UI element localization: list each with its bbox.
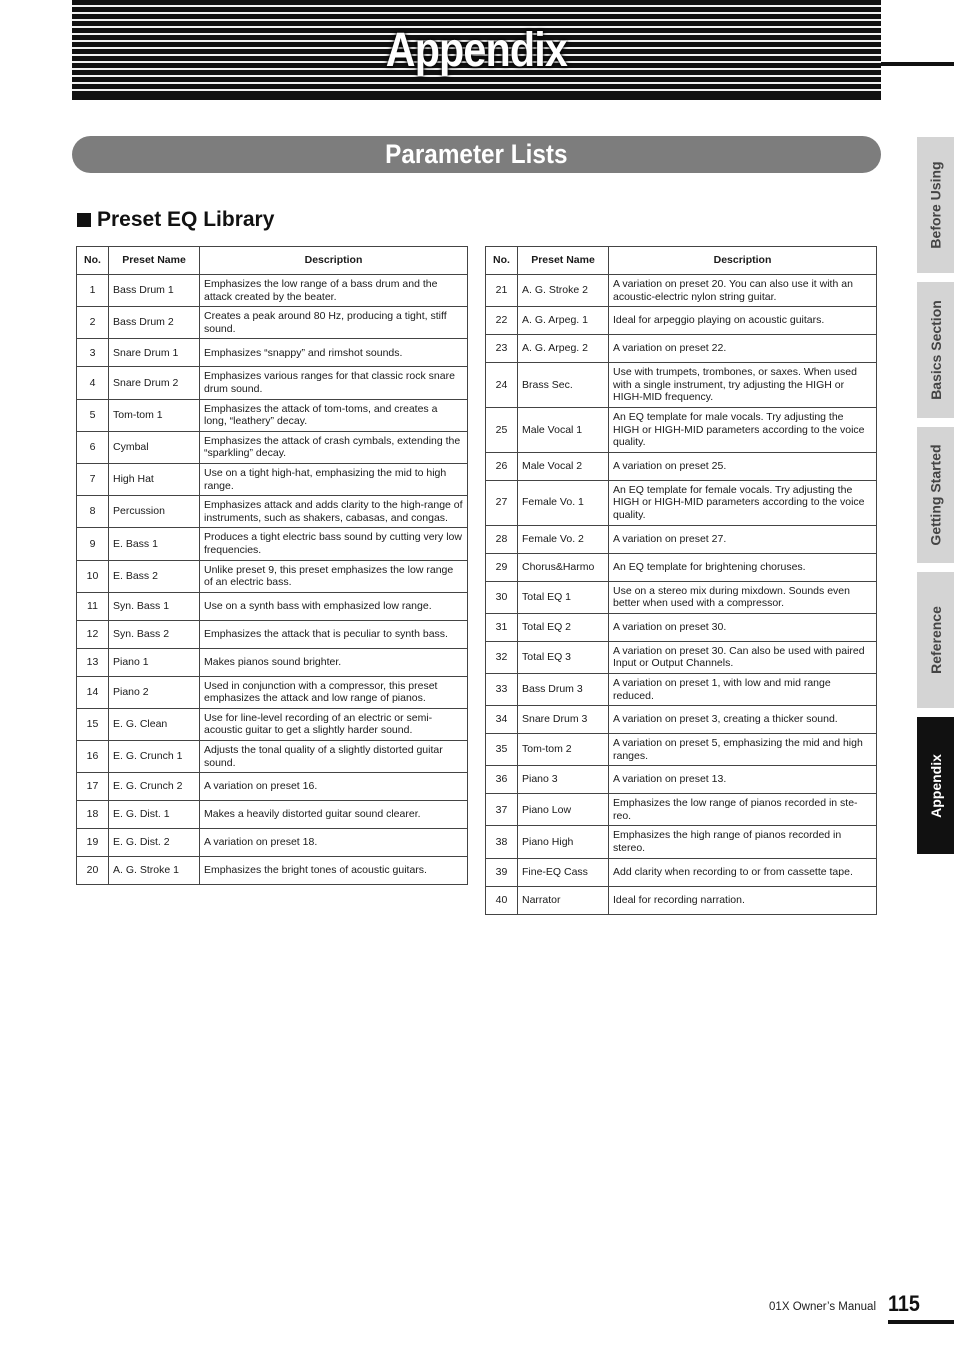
cell-no: 19 [77, 829, 109, 857]
side-tab-appendix[interactable] [917, 717, 954, 854]
cell-description: A variation on preset 3, creating a thicker sound. [609, 706, 877, 734]
cell-description: A variation on preset 5, emphasizing the mid and high ranges. [609, 734, 877, 766]
cell-name: E. Bass 2 [109, 560, 200, 592]
table-row [77, 339, 468, 367]
cell-no: 15 [77, 708, 109, 740]
cell-name: Female Vo. 1 [518, 480, 609, 525]
cell-no: 13 [77, 648, 109, 676]
cell-no: 27 [486, 480, 518, 525]
table-row [77, 801, 468, 829]
cell-description: Use for line-level recording of an electric or semi-acoustic guitar to get a slightly harder sound. [200, 708, 468, 740]
table-row [77, 399, 468, 431]
table-row [77, 857, 468, 885]
table-row [486, 553, 877, 581]
table-row [77, 431, 468, 463]
cell-description: Emphasizes various ranges for that classic rock snare drum sound. [200, 367, 468, 399]
cell-no: 24 [486, 363, 518, 408]
cell-name: Piano 1 [109, 648, 200, 676]
chapter-banner [72, 0, 881, 100]
table-row [77, 620, 468, 648]
cell-name: Piano High [518, 826, 609, 858]
cell-description: Use on a tight high-hat, emphasizing the mid to high range. [200, 463, 468, 495]
table-row [486, 335, 877, 363]
cell-no: 39 [486, 858, 518, 886]
column-header-no: No. [486, 247, 518, 275]
cell-name: Syn. Bass 1 [109, 592, 200, 620]
side-tab-label: Basics Section [927, 300, 944, 400]
cell-name: Syn. Bass 2 [109, 620, 200, 648]
cell-description: Use with trumpets, trombones, or saxes. When used with a single instrument, try adjusting the HIGH or HIGH-MID frequency. [609, 363, 877, 408]
side-tab-basics-section[interactable] [917, 282, 954, 418]
column-header-description: Description [609, 247, 877, 275]
cell-description: Emphasizes attack and adds clarity to the high-range of instruments, such as shakers, cabasas, and congas. [200, 496, 468, 528]
table-header-row [77, 247, 468, 275]
table-row [77, 463, 468, 495]
section-title: Parameter Lists [385, 139, 568, 169]
cell-name: E. Bass 1 [109, 528, 200, 560]
cell-no: 21 [486, 275, 518, 307]
cell-name: E. G. Clean [109, 708, 200, 740]
cell-name: E. G. Dist. 1 [109, 801, 200, 829]
cell-description: Emphasizes the attack of crash cymbals, extending the “sparkling” decay. [200, 431, 468, 463]
cell-no: 4 [77, 367, 109, 399]
cell-name: A. G. Stroke 1 [109, 857, 200, 885]
table-row [77, 592, 468, 620]
column-header-name: Preset Name [518, 247, 609, 275]
cell-no: 9 [77, 528, 109, 560]
cell-description: An EQ template for male vocals. Try adjusting the HIGH or HIGH-MID parameters according to the voice quality. [609, 407, 877, 452]
column-header-description: Description [200, 247, 468, 275]
cell-name: Male Vocal 1 [518, 407, 609, 452]
black-square-icon [77, 213, 91, 227]
cell-name: Percussion [109, 496, 200, 528]
side-tab-before-using[interactable] [917, 137, 954, 273]
cell-no: 36 [486, 766, 518, 794]
cell-no: 30 [486, 581, 518, 613]
subsection-title: Preset EQ Library [97, 208, 275, 231]
cell-no: 10 [77, 560, 109, 592]
table-row [486, 826, 877, 858]
cell-description: A variation on preset 20. You can also use it with an acoustic-electric nylon string guitar. [609, 275, 877, 307]
cell-description: A variation on preset 25. [609, 452, 877, 480]
table-row [77, 829, 468, 857]
table-row [77, 560, 468, 592]
preset-eq-table-right [485, 246, 877, 915]
table-row [486, 363, 877, 408]
cell-description: Emphasizes the bright tones of acoustic guitars. [200, 857, 468, 885]
side-tab-getting-started[interactable] [917, 427, 954, 563]
cell-description: A variation on preset 13. [609, 766, 877, 794]
table-row [486, 525, 877, 553]
cell-name: Snare Drum 1 [109, 339, 200, 367]
cell-no: 28 [486, 525, 518, 553]
table-row [486, 886, 877, 914]
cell-no: 37 [486, 794, 518, 826]
cell-no: 1 [77, 275, 109, 307]
subsection-header [77, 207, 274, 233]
table-row [486, 706, 877, 734]
cell-name: Cymbal [109, 431, 200, 463]
cell-name: A. G. Stroke 2 [518, 275, 609, 307]
table-body-left [77, 275, 468, 885]
cell-name: A. G. Arpeg. 1 [518, 307, 609, 335]
cell-description: Unlike preset 9, this preset emphasizes the low range of an electric bass. [200, 560, 468, 592]
table-row [486, 766, 877, 794]
cell-no: 5 [77, 399, 109, 431]
cell-name: Tom-tom 2 [518, 734, 609, 766]
cell-no: 20 [77, 857, 109, 885]
cell-no: 34 [486, 706, 518, 734]
table-row [486, 613, 877, 641]
cell-name: Tom-tom 1 [109, 399, 200, 431]
cell-name: Piano 2 [109, 676, 200, 708]
cell-description: Emphasizes the attack of tom-toms, and creates a long, “leathery” decay. [200, 399, 468, 431]
cell-no: 18 [77, 801, 109, 829]
table-row [77, 773, 468, 801]
table-row [77, 676, 468, 708]
cell-description: Ideal for arpeggio playing on acoustic guitars. [609, 307, 877, 335]
cell-description: Use on a stereo mix during mixdown. Sounds even better when used with a compressor. [609, 581, 877, 613]
cell-no: 11 [77, 592, 109, 620]
table-row [77, 367, 468, 399]
chapter-title: Appendix [385, 23, 568, 77]
cell-name: Total EQ 2 [518, 613, 609, 641]
cell-no: 8 [77, 496, 109, 528]
table-row [486, 452, 877, 480]
table-row [77, 275, 468, 307]
table-row [486, 641, 877, 673]
cell-name: Male Vocal 2 [518, 452, 609, 480]
cell-description: Use on a synth bass with emphasized low range. [200, 592, 468, 620]
table-row [486, 275, 877, 307]
cell-no: 26 [486, 452, 518, 480]
cell-no: 32 [486, 641, 518, 673]
preset-eq-table-left [76, 246, 468, 885]
cell-description: Makes pianos sound brighter. [200, 648, 468, 676]
cell-description: An EQ template for female vocals. Try adjusting the HIGH or HIGH-MID parameters according to the voice quality. [609, 480, 877, 525]
section-header [72, 136, 881, 173]
cell-no: 38 [486, 826, 518, 858]
cell-no: 16 [77, 741, 109, 773]
table-row [77, 496, 468, 528]
cell-name: High Hat [109, 463, 200, 495]
cell-no: 25 [486, 407, 518, 452]
cell-description: A variation on preset 22. [609, 335, 877, 363]
side-tab-label: Before Using [927, 161, 944, 249]
table-row [77, 708, 468, 740]
table-row [486, 307, 877, 335]
cell-no: 33 [486, 673, 518, 705]
cell-no: 14 [77, 676, 109, 708]
cell-name: E. G. Crunch 1 [109, 741, 200, 773]
page-number: 115 [888, 1291, 920, 1316]
cell-name: E. G. Crunch 2 [109, 773, 200, 801]
cell-description: Emphasizes “snappy” and rimshot sounds. [200, 339, 468, 367]
side-tab-reference[interactable] [917, 572, 954, 708]
cell-description: Emphasizes the low range of pianos recorded in ste-reo. [609, 794, 877, 826]
table-row [486, 734, 877, 766]
cell-name: Fine-EQ Cass [518, 858, 609, 886]
cell-name: Bass Drum 2 [109, 307, 200, 339]
table-body-right [486, 275, 877, 915]
cell-description: Emphasizes the low range of a bass drum and the attack created by the beater. [200, 275, 468, 307]
cell-no: 2 [77, 307, 109, 339]
cell-no: 6 [77, 431, 109, 463]
cell-name: Total EQ 3 [518, 641, 609, 673]
table-row [77, 528, 468, 560]
table-row [486, 480, 877, 525]
cell-name: Snare Drum 3 [518, 706, 609, 734]
cell-description: Adjusts the tonal quality of a slightly distorted guitar sound. [200, 741, 468, 773]
table-row [486, 673, 877, 705]
table-row [486, 407, 877, 452]
footer-rule [888, 1320, 954, 1324]
cell-no: 12 [77, 620, 109, 648]
table-header-row [486, 247, 877, 275]
cell-description: A variation on preset 16. [200, 773, 468, 801]
cell-no: 40 [486, 886, 518, 914]
cell-name: Snare Drum 2 [109, 367, 200, 399]
cell-no: 31 [486, 613, 518, 641]
cell-description: Used in conjunction with a compressor, this preset emphasizes the attack and low range of pianos. [200, 676, 468, 708]
side-tab-label: Appendix [927, 753, 944, 818]
cell-description: A variation on preset 30. Can also be used with paired Input or Output Channels. [609, 641, 877, 673]
cell-description: Emphasizes the high range of pianos recorded in stereo. [609, 826, 877, 858]
cell-no: 29 [486, 553, 518, 581]
cell-description: Creates a peak around 80 Hz, producing a tight, stiff sound. [200, 307, 468, 339]
cell-name: Female Vo. 2 [518, 525, 609, 553]
table-row [77, 307, 468, 339]
cell-no: 23 [486, 335, 518, 363]
column-header-name: Preset Name [109, 247, 200, 275]
cell-name: A. G. Arpeg. 2 [518, 335, 609, 363]
cell-description: A variation on preset 1, with low and mid range reduced. [609, 673, 877, 705]
table-row [486, 858, 877, 886]
side-tab-label: Reference [927, 606, 944, 674]
footer-manual-title: 01X Owner’s Manual [769, 1301, 876, 1313]
cell-description: A variation on preset 30. [609, 613, 877, 641]
table-row [77, 741, 468, 773]
cell-no: 3 [77, 339, 109, 367]
cell-no: 22 [486, 307, 518, 335]
cell-name: Piano Low [518, 794, 609, 826]
side-tab-label: Getting Started [927, 444, 944, 546]
table-row [486, 581, 877, 613]
cell-name: Bass Drum 1 [109, 275, 200, 307]
table-row [486, 794, 877, 826]
cell-no: 7 [77, 463, 109, 495]
cell-description: Makes a heavily distorted guitar sound clearer. [200, 801, 468, 829]
cell-name: Piano 3 [518, 766, 609, 794]
cell-description: A variation on preset 27. [609, 525, 877, 553]
cell-name: Brass Sec. [518, 363, 609, 408]
cell-description: An EQ template for brightening choruses. [609, 553, 877, 581]
cell-description: Emphasizes the attack that is peculiar to synth bass. [200, 620, 468, 648]
table-row [77, 648, 468, 676]
cell-name: Narrator [518, 886, 609, 914]
cell-no: 35 [486, 734, 518, 766]
cell-name: Chorus&Harmo [518, 553, 609, 581]
banner-rule [881, 62, 954, 66]
cell-name: Total EQ 1 [518, 581, 609, 613]
cell-name: E. G. Dist. 2 [109, 829, 200, 857]
cell-description: Ideal for recording narration. [609, 886, 877, 914]
cell-description: Add clarity when recording to or from cassette tape. [609, 858, 877, 886]
column-header-no: No. [77, 247, 109, 275]
cell-no: 17 [77, 773, 109, 801]
cell-description: Produces a tight electric bass sound by cutting very low frequencies. [200, 528, 468, 560]
cell-name: Bass Drum 3 [518, 673, 609, 705]
cell-description: A variation on preset 18. [200, 829, 468, 857]
